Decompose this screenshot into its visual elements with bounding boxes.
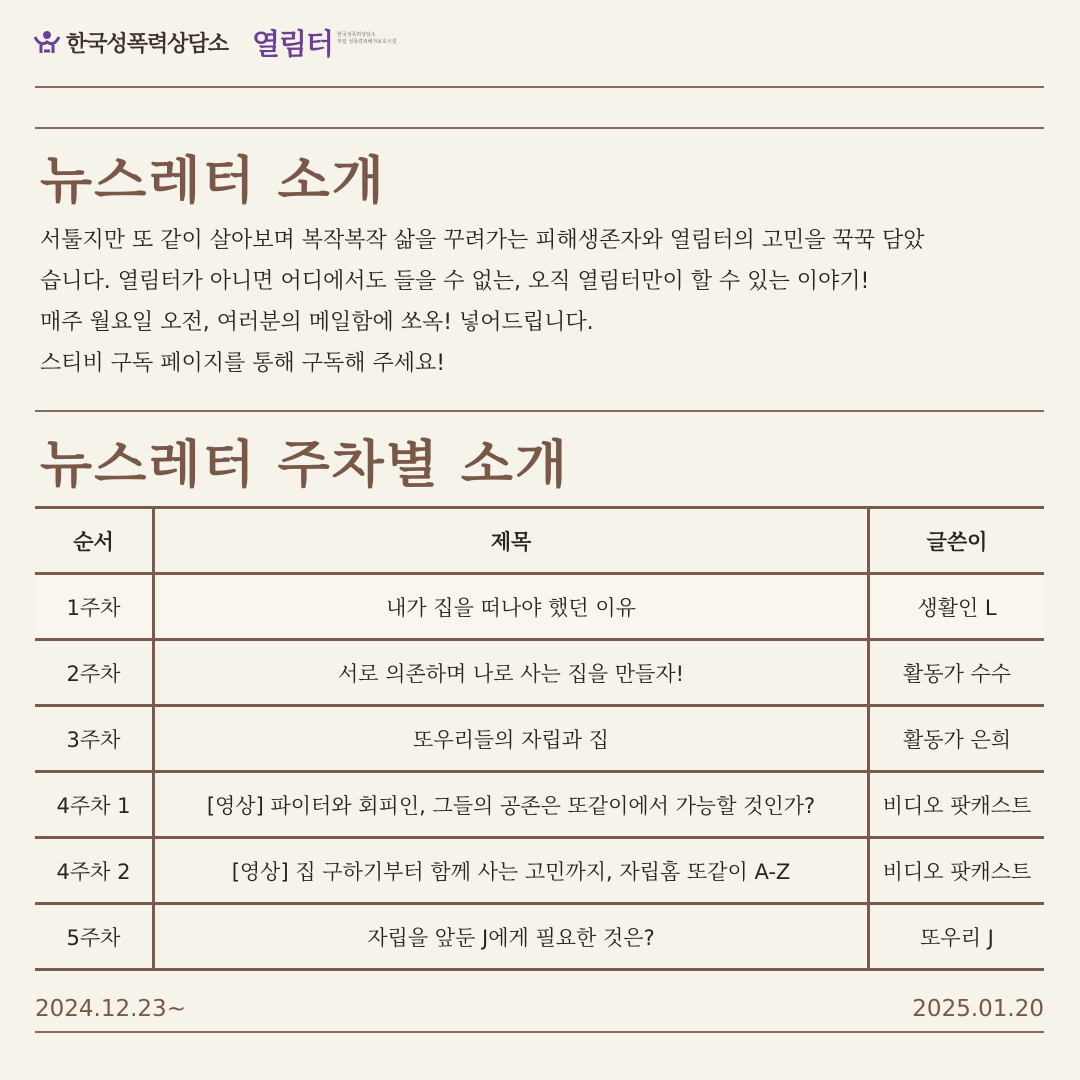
org-logo-icon <box>32 29 62 55</box>
cell-author: 비디오 팟캐스트 <box>869 838 1045 904</box>
cell-author: 활동가 수수 <box>869 640 1045 706</box>
partner-subtitle <box>337 32 397 46</box>
divider <box>35 127 1044 129</box>
cell-author: 생활인 L <box>869 574 1045 640</box>
table-row[interactable] <box>35 772 1044 838</box>
cell-title: 자립을 앞둔 J에게 필요한 것은? <box>154 904 869 970</box>
org-name: 한국성폭력상담소 <box>66 31 229 57</box>
intro-line: 매주 월요일 오전, 여러분의 메일함에 쏘옥! 넣어드립니다. <box>40 310 594 335</box>
cell-week: 1주차 <box>35 574 154 640</box>
cell-title: 내가 집을 떠나야 했던 이유 <box>154 574 869 640</box>
start-date: 2024.12.23~ <box>35 996 186 1022</box>
cell-title: 서로 의존하며 나로 사는 집을 만들자! <box>154 640 869 706</box>
divider <box>35 86 1044 88</box>
table-row[interactable] <box>35 706 1044 772</box>
intro-title: 뉴스레터 소개 <box>40 150 386 211</box>
intro-line: 서툴지만 또 같이 살아보며 복작복작 삶을 꾸려가는 피해생존자와 열림터의 고민을 꾹꾹 담았 <box>40 228 925 253</box>
date-range <box>35 996 1044 1022</box>
cell-title: [영상] 집 구하기부터 함께 사는 고민까지, 자립홈 또같이 A-Z <box>154 838 869 904</box>
cell-title: [영상] 파이터와 회피인, 그들의 공존은 또같이에서 가능할 것인가? <box>154 772 869 838</box>
divider <box>35 1031 1044 1033</box>
table-row[interactable] <box>35 574 1044 640</box>
intro-line: 습니다. 열림터가 아니면 어디에서도 들을 수 없는, 오직 열림터만이 할 수 있는 이야기! <box>40 269 870 294</box>
org-logo[interactable] <box>32 27 228 58</box>
table-row[interactable] <box>35 838 1044 904</box>
cell-week: 4주차 1 <box>35 772 154 838</box>
cell-week: 3주차 <box>35 706 154 772</box>
intro-text <box>40 220 1050 384</box>
intro-line: 스티비 구독 페이지를 통해 구독해 주세요! <box>40 351 446 376</box>
partner-sub-line-2: 부설 성폭력피해자보호시설 <box>337 39 397 45</box>
cell-week: 4주차 2 <box>35 838 154 904</box>
weekly-title: 뉴스레터 주차별 소개 <box>40 434 570 495</box>
divider <box>35 410 1044 412</box>
partner-sub-line-1: 한국성폭력상담소 <box>337 32 376 38</box>
header <box>32 22 397 62</box>
cell-author: 비디오 팟캐스트 <box>869 772 1045 838</box>
weekly-table <box>35 506 1044 971</box>
cell-week: 5주차 <box>35 904 154 970</box>
cell-week: 2주차 <box>35 640 154 706</box>
header-author: 글쓴이 <box>869 508 1045 574</box>
partner-name: 열림터 <box>252 26 334 61</box>
table-row[interactable] <box>35 640 1044 706</box>
cell-author: 또우리 J <box>869 904 1045 970</box>
cell-title: 또우리들의 자립과 집 <box>154 706 869 772</box>
partner-logo[interactable] <box>252 22 397 63</box>
table-header-row <box>35 508 1044 574</box>
header-order: 순서 <box>35 508 154 574</box>
end-date: 2025.01.20 <box>912 996 1044 1022</box>
table-row[interactable] <box>35 904 1044 970</box>
header-title: 제목 <box>154 508 869 574</box>
cell-author: 활동가 은희 <box>869 706 1045 772</box>
